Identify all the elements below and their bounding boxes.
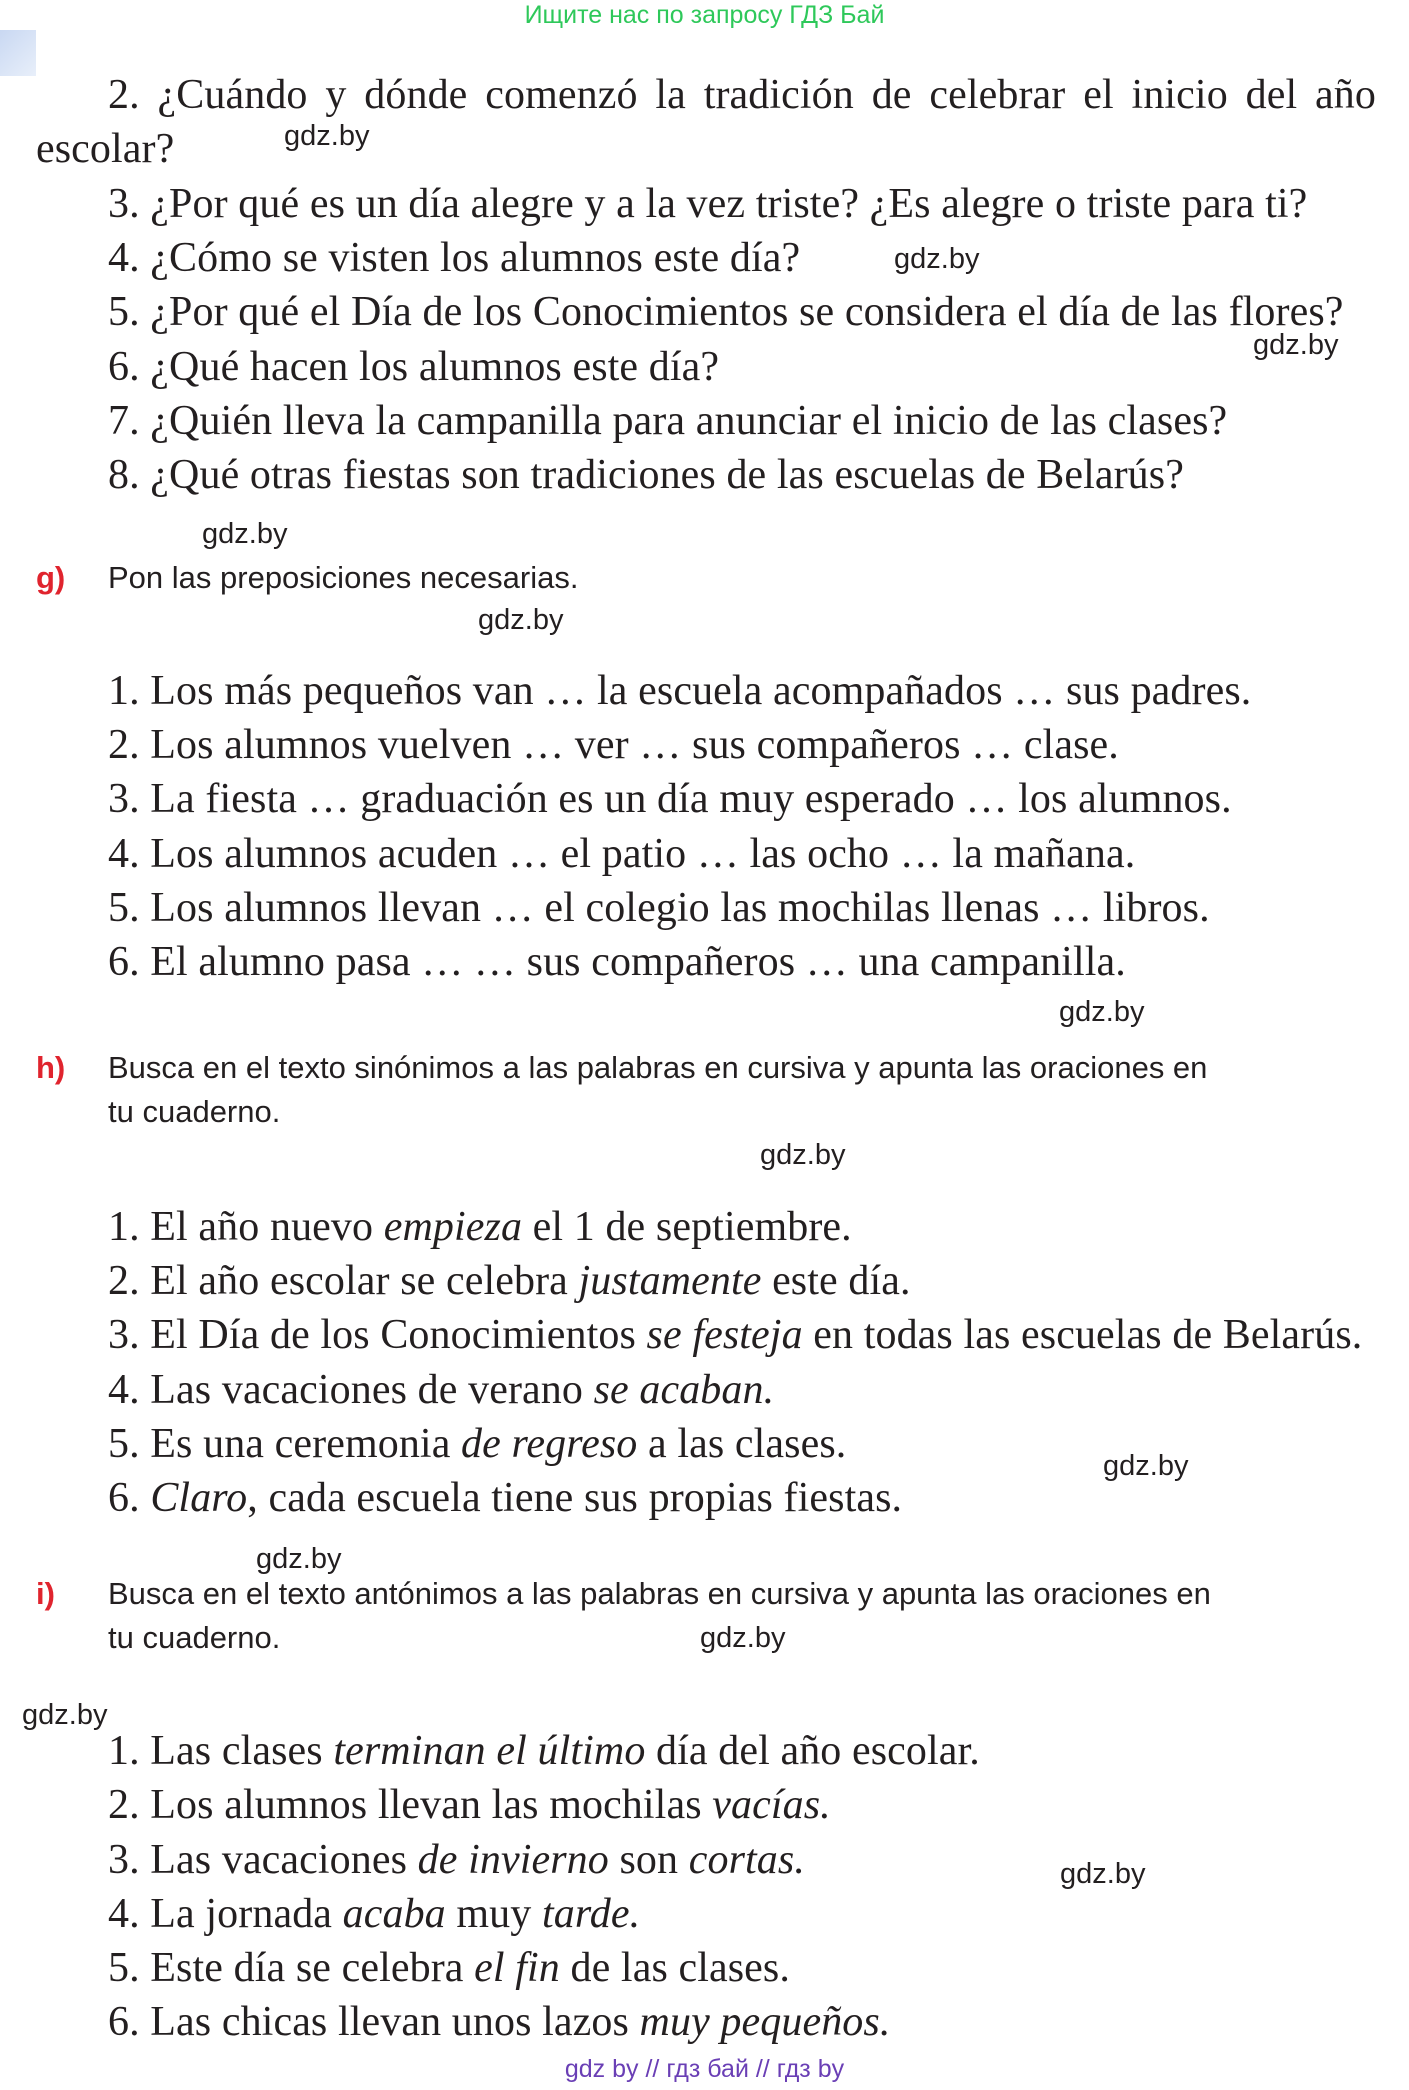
task-g-item-4: 4. Los alumnos acuden … el patio … las ocho … la mañana. bbox=[108, 831, 1136, 877]
watermark: gdz.by bbox=[1059, 996, 1145, 1028]
watermark: gdz.by bbox=[700, 1622, 786, 1654]
question-2-line-1: 2. ¿Cuándo y dónde comenzó la tradición de celebrar el inicio del año bbox=[108, 72, 1376, 118]
task-i-item-5: 5. Este día se celebra el fin de las clases. bbox=[108, 1945, 790, 1991]
task-g-item-2: 2. Los alumnos vuelven … ver … sus compañeros … clase. bbox=[108, 722, 1119, 768]
question-5: 5. ¿Por qué el Día de los Conocimientos se considera el día de las flores? bbox=[108, 289, 1344, 335]
question-3: 3. ¿Por qué es un día alegre y a la vez triste? ¿Es alegre o triste para ti? bbox=[108, 181, 1308, 227]
task-h-item-2: 2. El año escolar se celebra justamente este día. bbox=[108, 1258, 911, 1304]
task-i-item-1: 1. Las clases terminan el último día del año escolar. bbox=[108, 1728, 980, 1774]
watermark: gdz.by bbox=[1103, 1450, 1189, 1482]
watermark: gdz.by bbox=[478, 604, 564, 636]
question-7: 7. ¿Quién lleva la campanilla para anunciar el inicio de las clases? bbox=[108, 398, 1228, 444]
task-h-item-5: 5. Es una ceremonia de regreso a las clases. bbox=[108, 1421, 847, 1467]
task-g-item-3: 3. La fiesta … graduación es un día muy esperado … los alumnos. bbox=[108, 776, 1232, 822]
watermark: gdz.by bbox=[22, 1699, 108, 1731]
watermark: gdz.by bbox=[894, 243, 980, 275]
corner-decoration bbox=[0, 30, 36, 76]
task-h-instruction-line-1: Busca en el texto sinónimos a las palabras en cursiva y apunta las oraciones en bbox=[108, 1050, 1208, 1085]
task-i-item-4: 4. La jornada acaba muy tarde. bbox=[108, 1891, 641, 1937]
watermark: gdz.by bbox=[1060, 1858, 1146, 1890]
watermark: gdz.by bbox=[1253, 329, 1339, 361]
question-2-line-2: escolar? bbox=[36, 126, 175, 172]
task-g-item-5: 5. Los alumnos llevan … el colegio las mochilas llenas … libros. bbox=[108, 885, 1210, 931]
task-h-instruction-line-2: tu cuaderno. bbox=[108, 1094, 281, 1129]
task-g-item-1: 1. Los más pequeños van … la escuela acompañados … sus padres. bbox=[108, 668, 1252, 714]
watermark: gdz.by bbox=[202, 518, 288, 550]
task-h-item-4: 4. Las vacaciones de verano se acaban. bbox=[108, 1367, 775, 1413]
task-letter-i: i) bbox=[36, 1576, 55, 1611]
task-i-instruction-line-1: Busca en el texto antónimos a las palabras en cursiva y apunta las oraciones en bbox=[108, 1576, 1211, 1611]
task-h-item-1: 1. El año nuevo empieza el 1 de septiembre. bbox=[108, 1204, 852, 1250]
task-i-item-6: 6. Las chicas llevan unos lazos muy pequeños. bbox=[108, 1999, 891, 2045]
watermark: gdz.by bbox=[284, 120, 370, 152]
top-banner[interactable]: Ищите нас по запросу ГДЗ Бай bbox=[524, 1, 885, 29]
bottom-banner[interactable]: gdz by // гдз бай // гдз by bbox=[564, 2055, 845, 2083]
task-i-instruction-line-2: tu cuaderno. bbox=[108, 1620, 281, 1655]
question-8: 8. ¿Qué otras fiestas son tradiciones de las escuelas de Belarús? bbox=[108, 452, 1184, 498]
task-letter-h: h) bbox=[36, 1050, 66, 1085]
task-h-item-6: 6. Claro, cada escuela tiene sus propias fiestas. bbox=[108, 1475, 903, 1521]
task-g-instruction: Pon las preposiciones necesarias. bbox=[108, 560, 579, 595]
task-i-item-2: 2. Los alumnos llevan las mochilas vacías. bbox=[108, 1782, 831, 1828]
task-g-item-6: 6. El alumno pasa … … sus compañeros … una campanilla. bbox=[108, 939, 1126, 985]
task-h-item-3: 3. El Día de los Conocimientos se festeja en todas las escuelas de Belarús. bbox=[108, 1312, 1363, 1358]
task-letter-g: g) bbox=[36, 560, 66, 595]
watermark: gdz.by bbox=[760, 1139, 846, 1171]
task-i-item-3: 3. Las vacaciones de invierno son cortas. bbox=[108, 1837, 805, 1883]
watermark: gdz.by bbox=[256, 1543, 342, 1575]
question-4: 4. ¿Cómo se visten los alumnos este día? bbox=[108, 235, 801, 281]
question-6: 6. ¿Qué hacen los alumnos este día? bbox=[108, 344, 720, 390]
